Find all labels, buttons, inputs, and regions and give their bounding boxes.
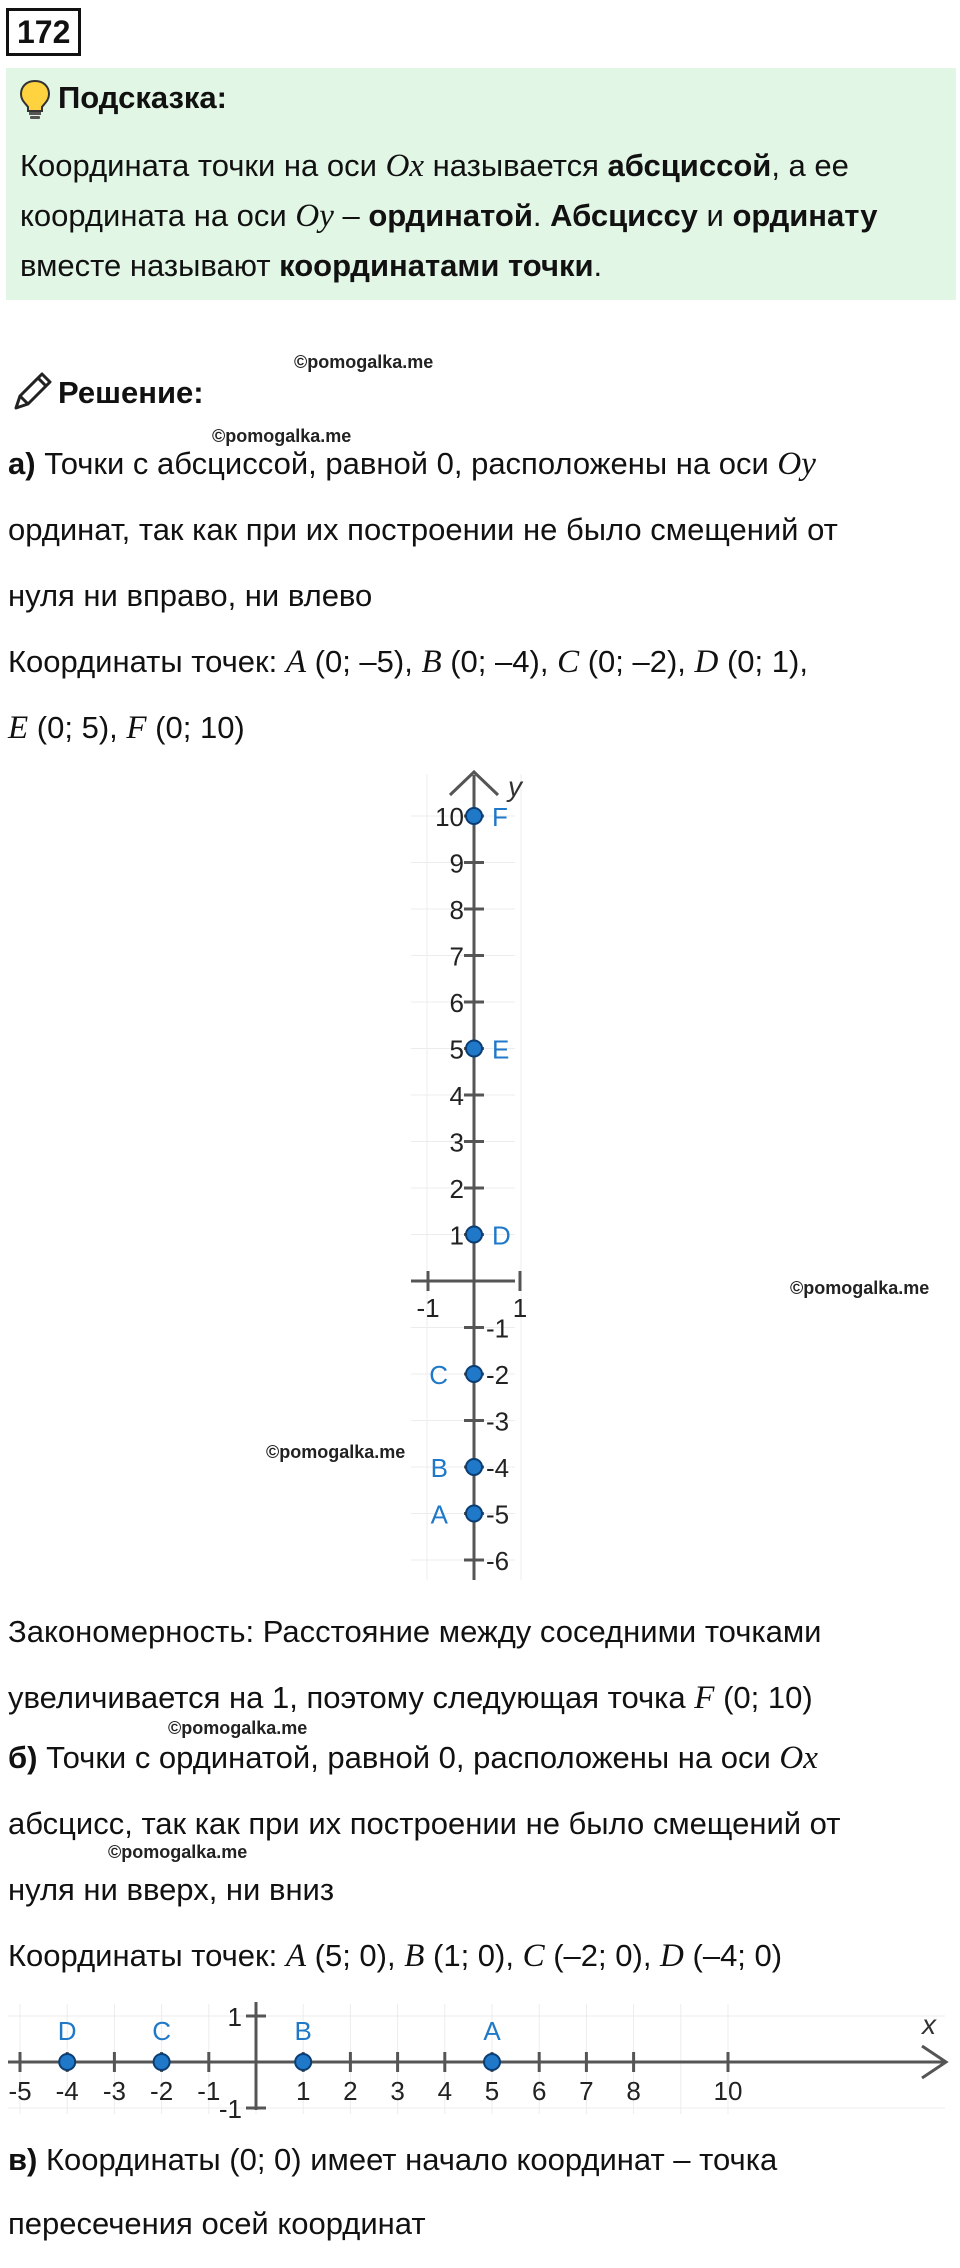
pencil-icon	[10, 370, 54, 414]
x-tick-label: 5	[484, 2076, 500, 2106]
watermark: ©pomogalka.me	[266, 1442, 406, 1462]
text-segment: Координаты (0; 0) имеет начало координат – точка	[37, 2142, 778, 2177]
text-segment: и	[697, 198, 733, 233]
oy-axis-label: y	[508, 771, 522, 802]
y-tick-label: -3	[486, 1406, 510, 1437]
text-line	[8, 576, 838, 642]
x-tick-label: -1	[416, 1293, 440, 1323]
math-symbol: Oy	[295, 198, 334, 234]
math-symbol: Ox	[779, 1740, 818, 1776]
point-label: C	[152, 2016, 171, 2046]
point-A	[466, 1506, 482, 1522]
text-line	[20, 246, 877, 296]
watermark: ©pomogalka.me	[108, 1842, 248, 1862]
x-tick-label: 4	[437, 2076, 453, 2106]
text-segment: Точки с ординатой, равной 0, расположены на оси	[37, 1740, 780, 1775]
text-segment: (0; 5),	[28, 710, 127, 745]
math-symbol: Ox	[385, 148, 425, 184]
bold-text: в)	[8, 2142, 38, 2177]
text-line	[8, 2140, 777, 2204]
lightbulb-icon	[18, 78, 52, 120]
math-symbol: B	[421, 644, 442, 680]
math-symbol: C	[522, 1938, 545, 1974]
x-tick-label: -4	[55, 2076, 79, 2106]
y-tick-label: 6	[449, 988, 464, 1018]
text-line	[8, 1870, 840, 1936]
text-line	[8, 444, 838, 510]
y-tick-label: 1	[227, 2002, 242, 2032]
text-line	[8, 642, 838, 708]
text-segment: (0; 10)	[146, 710, 245, 745]
point-F	[466, 808, 482, 824]
point-label: E	[492, 1034, 510, 1065]
pattern-text	[8, 1612, 822, 1744]
point-label: B	[430, 1453, 448, 1483]
point-D	[59, 2054, 75, 2070]
math-symbol: A	[285, 1938, 307, 1974]
x-tick-label: 1	[512, 1293, 528, 1323]
text-segment: называется	[424, 148, 608, 183]
x-tick-label: 8	[626, 2076, 641, 2106]
text-line	[20, 196, 877, 246]
text-segment: нуля ни вправо, ни влево	[8, 578, 373, 613]
y-tick-label: 7	[449, 941, 464, 972]
text-segment: координата на оси	[20, 198, 296, 233]
watermark: ©pomogalka.me	[294, 352, 434, 372]
text-line	[20, 146, 877, 196]
x-tick-label: 3	[390, 2076, 405, 2106]
text-segment: нуля ни вверх, ни вниз	[8, 1872, 335, 1907]
part-b-text	[8, 1738, 840, 2002]
x-tick-label: -5	[8, 2076, 32, 2106]
text-segment: Закономерность: Расстояние между соседними точками	[8, 1614, 822, 1649]
y-tick-label: -5	[486, 1499, 510, 1530]
point-A	[484, 2054, 500, 2070]
watermark: ©pomogalka.me	[212, 426, 352, 446]
point-label: C	[429, 1360, 448, 1390]
text-segment: –	[333, 198, 369, 233]
x-tick-label: 1	[295, 2076, 311, 2106]
point-C	[154, 2054, 170, 2070]
text-segment: увеличивается на 1, поэтому следующая точка	[8, 1680, 695, 1715]
ox-chart	[0, 1990, 960, 2120]
bold-text: Абсциссу	[550, 198, 698, 233]
text-line	[8, 1804, 840, 1870]
text-segment: вместе называют	[20, 248, 280, 283]
x-tick-label: 7	[579, 2076, 594, 2106]
y-tick-label: 9	[449, 848, 464, 879]
point-B	[295, 2054, 311, 2070]
bold-text: координатами точки	[279, 248, 594, 283]
text-segment: (–2; 0),	[544, 1938, 661, 1973]
point-D	[466, 1227, 482, 1243]
problem-number-badge: 172	[6, 8, 81, 56]
x-tick-label: -3	[102, 2076, 126, 2106]
text-segment: (–4; 0)	[683, 1938, 783, 1973]
text-line	[8, 1612, 822, 1678]
point-E	[466, 1041, 482, 1057]
math-symbol: F	[694, 1680, 715, 1716]
text-line	[8, 510, 838, 576]
point-label: D	[57, 2016, 77, 2046]
math-symbol: F	[126, 710, 147, 746]
point-label: F	[492, 802, 508, 832]
part-a-text	[8, 444, 838, 774]
text-segment: абсцисс, так как при их построении не было смещений от	[8, 1806, 841, 1841]
bold-text: а)	[8, 446, 36, 481]
x-tick-label: -1	[197, 2076, 221, 2106]
text-segment: пересечения осей координат	[8, 2206, 426, 2241]
y-tick-label: 3	[449, 1127, 464, 1158]
solution-title: Решение:	[58, 375, 204, 410]
x-tick-label: 2	[343, 2076, 358, 2106]
bold-text: ординатой	[368, 198, 533, 233]
point-label: D	[492, 1220, 511, 1251]
y-tick-label: 5	[449, 1034, 464, 1065]
point-label: A	[430, 1499, 448, 1530]
point-C	[466, 1366, 482, 1382]
point-label: B	[294, 2016, 312, 2046]
watermark: ©pomogalka.me	[790, 1278, 930, 1298]
text-segment: Координаты точек:	[8, 644, 286, 679]
text-segment: (0; –5),	[306, 644, 422, 679]
bold-text: абсциссой	[607, 148, 772, 183]
hint-text	[20, 146, 877, 296]
text-segment: Точки с абсциссой, равной 0, расположены на оси	[35, 446, 778, 481]
ox-grid	[8, 2004, 945, 2114]
math-symbol: E	[8, 710, 29, 746]
text-segment: (0; 1),	[718, 644, 808, 679]
bold-text: ординату	[732, 198, 878, 233]
y-tick-label: 2	[449, 1174, 464, 1204]
bold-text: б)	[8, 1740, 38, 1775]
part-v-text	[8, 2140, 777, 2268]
point-B	[466, 1459, 482, 1475]
y-tick-label: -2	[486, 1360, 510, 1390]
text-segment: ординат, так как при их построении не было смещений от	[8, 512, 838, 547]
text-line	[8, 2204, 777, 2268]
oy-chart	[395, 760, 565, 1590]
point-label: A	[483, 2016, 501, 2046]
y-tick-label: -1	[218, 2094, 242, 2120]
y-tick-label: 4	[449, 1081, 464, 1111]
x-tick-label: 10	[713, 2076, 743, 2106]
math-symbol: D	[660, 1938, 684, 1974]
text-segment: Координаты точек:	[8, 1938, 286, 1973]
text-segment: (0; 10)	[714, 1680, 813, 1715]
text-segment: (1; 0),	[424, 1938, 523, 1973]
text-segment: (5; 0),	[306, 1938, 405, 1973]
y-tick-label: -4	[486, 1453, 510, 1483]
y-tick-label: 1	[449, 1220, 464, 1251]
y-tick-label: 10	[435, 802, 464, 832]
math-symbol: Oy	[777, 446, 816, 482]
text-segment: Координата точки на оси	[20, 148, 386, 183]
text-segment: (0; –2),	[579, 644, 695, 679]
y-tick-label: -1	[486, 1313, 510, 1344]
text-line	[8, 1678, 822, 1744]
text-segment: .	[593, 248, 603, 283]
hint-title: Подсказка:	[58, 80, 227, 115]
y-tick-label: 8	[449, 895, 464, 925]
text-segment: , а ее	[771, 148, 849, 183]
text-segment: .	[532, 198, 551, 233]
text-segment: (0; –4),	[441, 644, 558, 679]
math-symbol: D	[694, 644, 719, 680]
math-symbol: A	[285, 644, 307, 680]
x-tick-label: 6	[531, 2076, 547, 2106]
math-symbol: C	[557, 644, 580, 680]
math-symbol: B	[404, 1938, 425, 1974]
ox-axis-label: x	[922, 2009, 936, 2040]
y-tick-label: -6	[486, 1546, 510, 1576]
watermark: ©pomogalka.me	[168, 1718, 308, 1738]
text-line	[8, 1738, 840, 1804]
x-tick-label: -2	[150, 2076, 174, 2106]
